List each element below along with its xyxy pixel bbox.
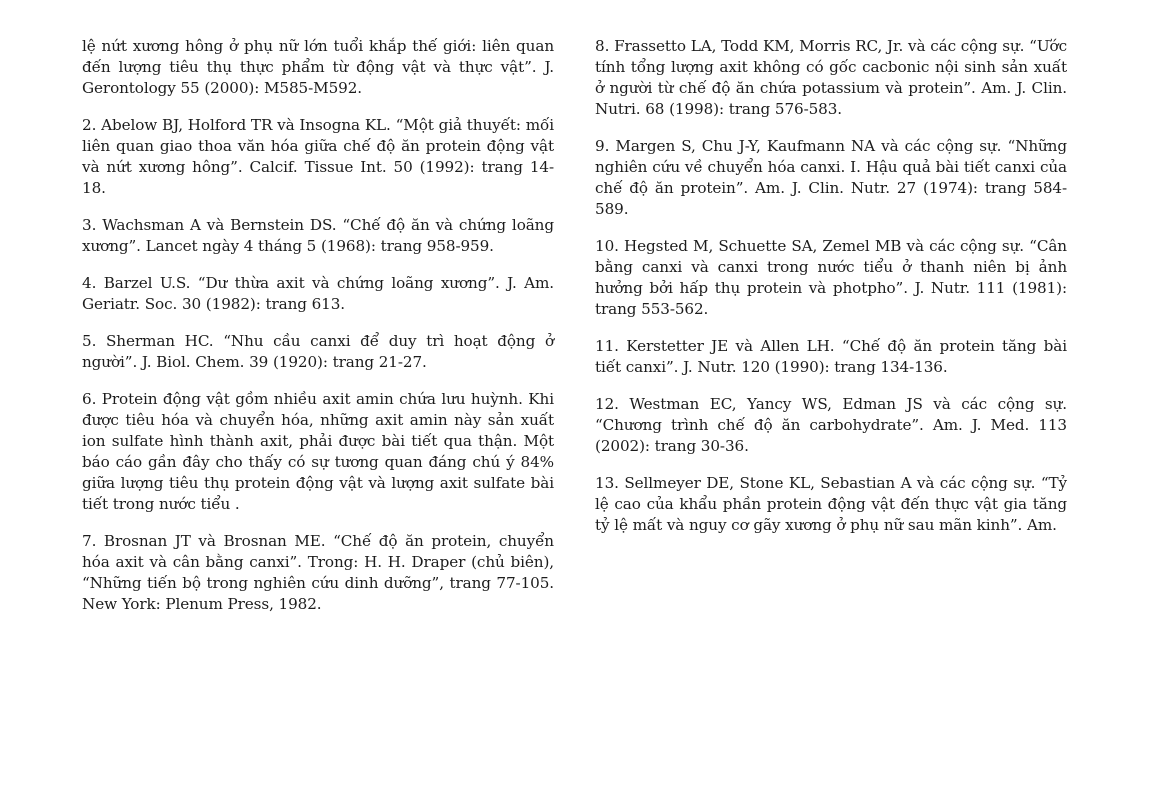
reference-item-9: 9. Margen S, Chu J-Y, Kaufmann NA và các cộng sự. “Những nghiên cứu về chuyển hóa canxi. I. Hậu quả bài tiết canxi của chế độ ăn protein”. Am. J. Clin. Nutr. 27 (1974): trang 584-589. (595, 137, 1067, 218)
reference-item-10: 10. Hegsted M, Schuette SA, Zemel MB và các cộng sự. “Cân bằng canxi và canxi trong nước tiểu ở thanh niên bị ảnh hưởng bởi hấp thụ protein và photpho”. J. Nutr. 111 (1981): trang 553-562. (595, 237, 1067, 318)
reference-item-8: 8. Frassetto LA, Todd KM, Morris RC, Jr. và các cộng sự. “Ước tính tổng lượng axit không có gốc cacbonic nội sinh sản xuất ở người từ chế độ ăn chứa potassium và protein”. Am. J. Clin. Nutri. 68 (1998): trang 576-583. (595, 37, 1067, 118)
reference-item-5: 5. Sherman HC. “Nhu cầu canxi để duy trì hoạt động ở người”. J. Biol. Chem. 39 (1920): trang 21-27. (82, 332, 554, 371)
reference-item-12: 12. Westman EC, Yancy WS, Edman JS và các cộng sự. “Chương trình chế độ ăn carbohydrate”. Am. J. Med. 113 (2002): trang 30-36. (595, 395, 1067, 455)
reference-item-3: 3. Wachsman A và Bernstein DS. “Chế độ ăn và chứng loãng xương”. Lancet ngày 4 tháng 5 (1968): trang 958-959. (82, 216, 554, 255)
reference-item-7: 7. Brosnan JT và Brosnan ME. “Chế độ ăn protein, chuyển hóa axit và cân bằng canxi”. Trong: H. H. Draper (chủ biên), “Những tiến bộ trong nghiên cứu dinh dưỡng”, trang 77-105. New York: Plenum Press, 1982. (82, 532, 554, 613)
reference-item-13: 13. Sellmeyer DE, Stone KL, Sebastian A và các cộng sự. “Tỷ lệ cao của khẩu phần protein động vật đến thực vật gia tăng tỷ lệ mất và nguy cơ gãy xương ở phụ nữ sau mãn kinh”. Am. (595, 474, 1067, 534)
reference-continuation: lệ nứt xương hông ở phụ nữ lớn tuổi khắp thế giới: liên quan đến lượng tiêu thụ thực phẩm từ động vật và thực vật”. J. Gerontology 55 (2000): M585-M592. (82, 37, 554, 97)
reference-item-2: 2. Abelow BJ, Holford TR và Insogna KL. “Một giả thuyết: mối liên quan giao thoa văn hóa giữa chế độ ăn protein động vật và nứt xương hông”. Calcif. Tissue Int. 50 (1992): trang 14-18. (82, 116, 554, 197)
reference-item-6: 6. Protein động vật gồm nhiều axit amin chứa lưu huỳnh. Khi được tiêu hóa và chuyển hóa, những axit amin này sản xuất ion sulfate hình thành axit, phải được bài tiết qua thận. Một báo cáo gần đây cho thấy có sự tương quan đáng chú ý 84% giữa lượng tiêu thụ protein động vật và lượng axit sulfate bài tiết trong nước tiểu . (82, 390, 554, 513)
reference-item-4: 4. Barzel U.S. “Dư thừa axit và chứng loãng xương”. J. Am. Geriatr. Soc. 30 (1982): trang 613. (82, 274, 554, 313)
references-right-column (595, 36, 1067, 552)
reference-item-11: 11. Kerstetter JE và Allen LH. “Chế độ ăn protein tăng bài tiết canxi”. J. Nutr. 120 (1990): trang 134-136. (595, 337, 1067, 376)
references-left-column (82, 36, 554, 631)
